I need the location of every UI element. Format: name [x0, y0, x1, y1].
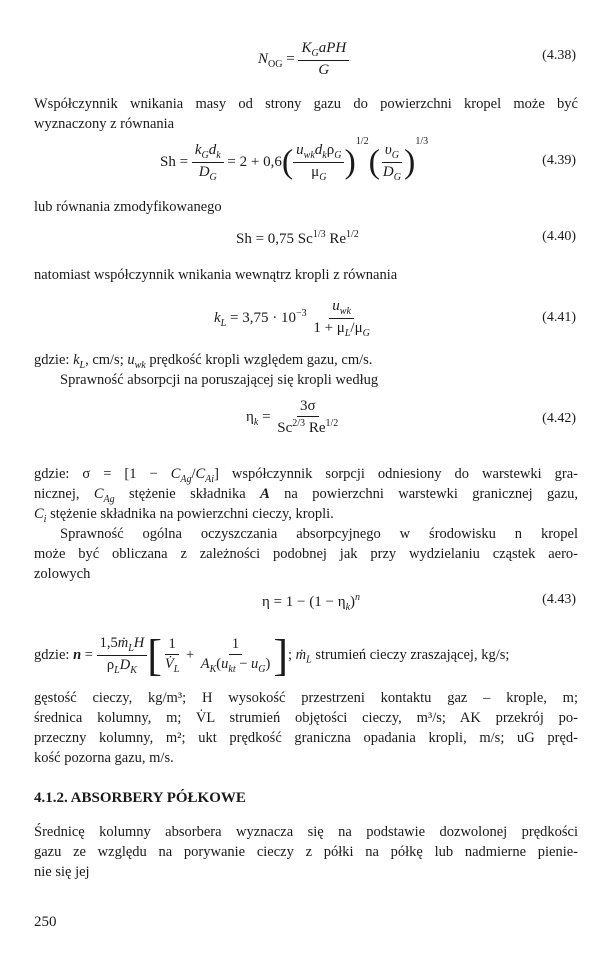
paragraph-line: średnica kolumny, m; V̇L strumień objętości cieczy, m³/s; AK przekrój po-: [34, 710, 578, 726]
equation-number: (4.39): [542, 153, 576, 168]
equation-number: (4.41): [542, 310, 576, 325]
equation-4-40: Sh = 0,75 $Sc^{1/3}$ $Re^{1/2}$: [236, 229, 359, 247]
paragraph-line: zolowych: [34, 566, 91, 582]
equation-4-42: $\eta_k$ = $\frac{3\sigma}{Sc^{2/3} Re^{1/2}}$: [246, 398, 339, 436]
paragraph-line: nicznej, $C_{Ag}$ stężenie składnika A na powierzchni warstewki granicznej gazu,: [34, 486, 578, 505]
paragraph-line: lub równania zmodyfikowanego: [34, 199, 222, 215]
equation-4-39: Sh = $\frac{k_Gd_k}{D_G}$ = 2 + 0,6( $\frac{u_{wk}d_k\rho_G}{\mu_G}$ )$^{1/2}$( $\frac{\upsilon_G}{D_G}$ )$^{1/3}$: [160, 136, 429, 184]
equation-number: (4.42): [542, 411, 576, 426]
paragraph-line: gęstość cieczy, kg/m³; H wysokość przestrzeni kontaktu gaz – krople, m;: [34, 690, 578, 706]
equation-4-38: $N_{OG}$ = $\frac{K_GaPH}{G}$: [258, 40, 349, 79]
paragraph-line: $C_i$ stężenie składnika na powierzchni cieczy, kropli.: [34, 506, 334, 525]
paragraph-line: kość pozorna gazu, m/s.: [34, 750, 174, 766]
paragraph-line: może być obliczana z zależności podobnej jak przy wydzielaniu cząstek aero-: [34, 546, 578, 562]
equation-number: (4.38): [542, 48, 576, 63]
paragraph-line: natomiast współczynnik wnikania wewnątrz kropli z równania: [34, 267, 398, 283]
paragraph-line: Sprawność ogólna oczyszczania absorpcyjnego w środowisku n kropel: [60, 526, 578, 542]
paragraph-line: wyznaczony z równania: [34, 116, 175, 132]
section-heading: 4.1.2. ABSORBERY PÓŁKOWE: [34, 790, 246, 806]
page-number: 250: [34, 914, 57, 930]
paragraph-line: gdzie: $k_L$, cm/s; $u_{wk}$ prędkość kropli względem gazu, cm/s.: [34, 352, 373, 371]
equation-number: (4.43): [542, 592, 576, 607]
n-definition: gdzie: n = $\frac{1,5ṁ_LH}{\rho_LD_K}$ [ $\frac{1}{V̇_L}$ + $\frac{1}{A_K(u_{kt} - u_G)}$ ]; ṁ$_L$ strumień cieczy zraszającej, kg/s;: [34, 631, 510, 680]
paragraph-line: gdzie: $\sigma = [1 - C_{Ag}/C_{Ai}]$ współczynnik sorpcji odniesiony do warstewki gra-: [34, 466, 578, 485]
equation-4-41: $k_L = 3,75 \cdot 10^{-3}$ $\frac{u_{wk}}{1 + \mu_L/\mu_G}$: [214, 298, 370, 339]
paragraph-line: gazu ze względu na porywanie cieczy z półki na półkę lub nadmierne pienie-: [34, 844, 578, 860]
paragraph-line: Sprawność absorpcji na poruszającej się kropli według: [60, 372, 379, 388]
paragraph-line: nie się jej: [34, 864, 90, 880]
equation-number: (4.40): [542, 229, 576, 244]
paragraph-line: Współczynnik wnikania masy od strony gazu do powierzchni kropel może być: [34, 96, 578, 112]
paragraph-line: przeczny kolumny, m²; ukt prędkość graniczna opadania kropli, m/s; uG pręd-: [34, 730, 578, 746]
paragraph-line: Średnicę kolumny absorbera wyznacza się na podstawie dozwolonej prędkości: [34, 824, 578, 840]
equation-4-43: $\eta = 1 - (1 - \eta_k)^n$: [262, 592, 361, 613]
